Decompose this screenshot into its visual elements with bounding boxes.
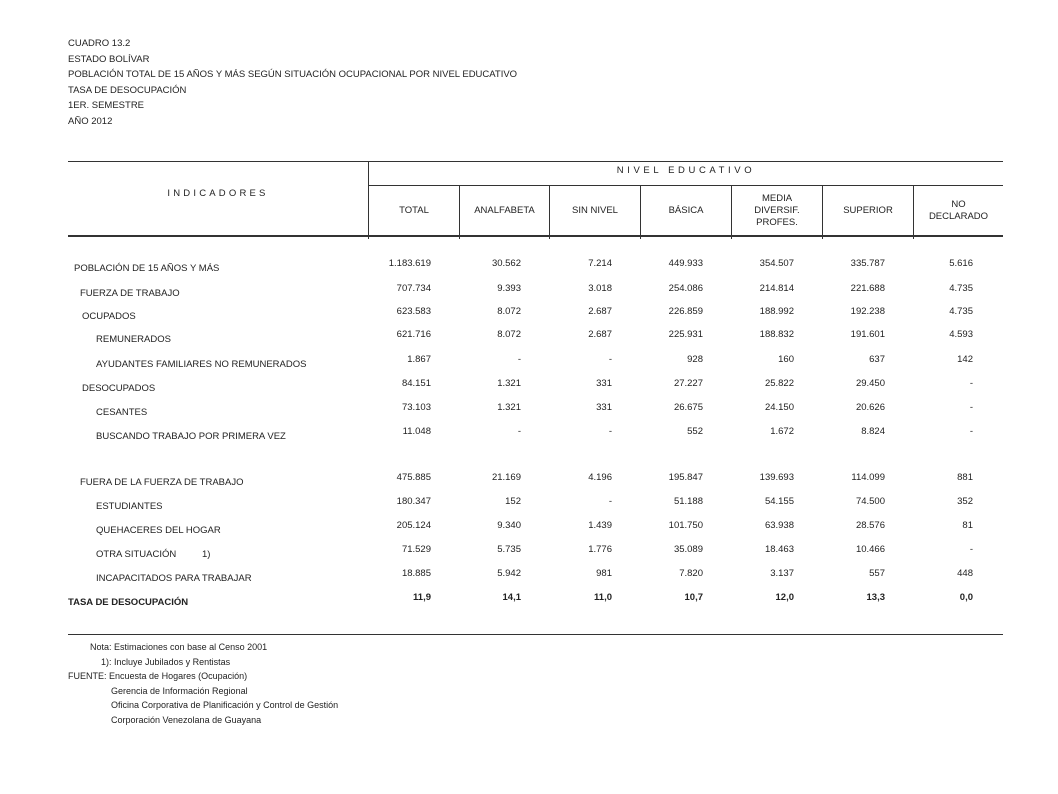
- cell-value: 621.716: [396, 329, 431, 340]
- table-row: [68, 258, 1003, 278]
- cell-value: 7.820: [679, 568, 703, 579]
- cell-value: 1.867: [407, 354, 431, 365]
- cell-value: 188.832: [759, 329, 794, 340]
- table-row: [68, 592, 1003, 612]
- cell-value: 4.593: [949, 329, 973, 340]
- cell-value: 623.583: [396, 306, 431, 317]
- cell-value: 254.086: [668, 283, 703, 294]
- cell-value: 74.500: [855, 496, 885, 507]
- cell-value: 9.393: [497, 283, 521, 294]
- cell-value: 14,1: [502, 592, 521, 603]
- cell-value: 221.688: [850, 283, 885, 294]
- table-row: [68, 354, 1003, 374]
- row-label: OCUPADOS: [82, 311, 136, 322]
- table-bottom-rule: [68, 634, 1003, 635]
- cell-value: 928: [687, 354, 703, 365]
- cell-value: 331: [596, 402, 612, 413]
- row-label: OTRA SITUACIÓN: [96, 549, 177, 560]
- cell-value: 881: [957, 472, 973, 483]
- cell-value: 11,0: [594, 592, 612, 603]
- cell-value: 139.693: [759, 472, 794, 483]
- cell-value: 114.099: [851, 472, 885, 483]
- table-row: [68, 496, 1003, 516]
- cell-value: -: [608, 426, 612, 437]
- table-row: [68, 520, 1003, 540]
- source-line: FUENTE: Encuesta de Hogares (Ocupación): [68, 671, 248, 681]
- column-header-total: TOTAL: [399, 205, 429, 216]
- cell-value: 13,3: [866, 592, 885, 603]
- row-label: REMUNERADOS: [96, 334, 171, 345]
- cell-value: 1.321: [497, 378, 521, 389]
- cell-value: 11,9: [413, 592, 431, 603]
- row-label: CESANTES: [96, 407, 148, 418]
- cell-value: 101.750: [668, 520, 703, 531]
- cell-value: 20.626: [855, 402, 885, 413]
- column-header-analfabeta: ANALFABETA: [474, 205, 535, 216]
- table-row: [68, 544, 1003, 564]
- cell-value: 8.072: [497, 306, 521, 317]
- row-label: FUERA DE LA FUERZA DE TRABAJO: [80, 477, 244, 488]
- table-row: [68, 329, 1003, 349]
- cell-value: 160: [778, 354, 794, 365]
- table-row: [68, 378, 1003, 398]
- cell-value: 1.321: [497, 402, 521, 413]
- cell-value: 707.734: [396, 283, 431, 294]
- cell-value: 226.859: [668, 306, 703, 317]
- cell-value: 8.824: [861, 426, 885, 437]
- state-name: ESTADO BOLÍVAR: [68, 53, 150, 65]
- cell-value: 637: [869, 354, 885, 365]
- cell-value: 352: [957, 496, 973, 507]
- footnote-line: 1): Incluye Jubilados y Rentistas: [101, 656, 231, 667]
- cell-value: 552: [687, 426, 703, 437]
- row-label: DESOCUPADOS: [82, 383, 156, 394]
- cell-value: 4.196: [588, 472, 612, 483]
- cell-value: 180.347: [396, 496, 431, 507]
- cell-value: 7.214: [588, 258, 612, 269]
- row-label: QUEHACERES DEL HOGAR: [96, 525, 221, 536]
- note-line: Nota: Estimaciones con base al Censo 2001: [90, 642, 268, 652]
- cell-value: 30.562: [491, 258, 521, 269]
- cell-value: 195.847: [668, 472, 703, 483]
- column-header-basica: BÁSICA: [668, 205, 704, 216]
- cell-value: 1.183.619: [388, 258, 431, 269]
- cell-value: -: [969, 378, 973, 389]
- document-header: [68, 36, 517, 129]
- row-label: POBLACIÓN DE 15 AÑOS Y MÁS: [74, 263, 220, 274]
- cell-value: 2.687: [588, 329, 612, 340]
- cell-value: 5.735: [497, 544, 521, 555]
- table-top-rule: [68, 161, 1003, 162]
- table-row: [68, 472, 1003, 492]
- cell-value: 981: [596, 568, 612, 579]
- cell-value: 335.787: [850, 258, 885, 269]
- cell-value: 191.601: [850, 329, 885, 340]
- column-header-media: MEDIA DIVERSIF. PROFES.: [754, 193, 800, 228]
- cell-value: 21.169: [491, 472, 521, 483]
- cell-value: 225.931: [668, 329, 703, 340]
- year: AÑO 2012: [68, 115, 113, 127]
- cell-value: -: [608, 496, 612, 507]
- cell-value: 51.188: [673, 496, 703, 507]
- table-row: [68, 426, 1003, 446]
- cell-value: 18.463: [764, 544, 794, 555]
- source-line: Gerencia de Información Regional: [111, 685, 248, 696]
- table-number: CUADRO 13.2: [68, 38, 131, 49]
- row-label: TASA DE DESOCUPACIÓN: [68, 597, 189, 608]
- cell-value: 73.103: [401, 402, 431, 413]
- row-label: INCAPACITADOS PARA TRABAJAR: [96, 573, 252, 584]
- cell-value: 331: [596, 378, 612, 389]
- cell-value: 27.227: [673, 378, 703, 389]
- cell-value: 10.466: [855, 544, 885, 555]
- cell-value: 81: [962, 520, 973, 531]
- cell-value: -: [608, 354, 612, 365]
- cell-value: -: [969, 544, 973, 555]
- cell-value: 10,7: [684, 592, 703, 603]
- indicators-header: INDICADORES: [167, 188, 269, 199]
- cell-value: 8.072: [497, 329, 521, 340]
- education-level-header: NIVEL EDUCATIVO: [616, 165, 756, 176]
- cell-value: 9.340: [497, 520, 521, 531]
- footnote-marker: 1): [202, 549, 211, 560]
- cell-value: -: [969, 402, 973, 413]
- row-label: AYUDANTES FAMILIARES NO REMUNERADOS: [96, 359, 307, 370]
- table-row: [68, 306, 1003, 326]
- cell-value: 1.672: [770, 426, 794, 437]
- table-title: POBLACIÓN TOTAL DE 15 AÑOS Y MÁS SEGÚN SITUACIÓN OCUPACIONAL POR NIVEL EDUCATIVO: [68, 69, 518, 80]
- cell-value: 557: [869, 568, 885, 579]
- table-subtitle: TASA DE DESOCUPACIÓN: [68, 84, 187, 96]
- period: 1ER. SEMESTRE: [68, 100, 145, 111]
- cell-value: 5.616: [949, 258, 973, 269]
- cell-value: 18.885: [401, 568, 431, 579]
- cell-value: 475.885: [396, 472, 431, 483]
- cell-value: 63.938: [764, 520, 794, 531]
- cell-value: 54.155: [764, 496, 794, 507]
- row-label: BUSCANDO TRABAJO POR PRIMERA VEZ: [96, 431, 286, 442]
- cell-value: 71.529: [401, 544, 431, 555]
- cell-value: 449.933: [668, 258, 703, 269]
- cell-value: 5.942: [497, 568, 521, 579]
- cell-value: 28.576: [855, 520, 885, 531]
- cell-value: 4.735: [949, 283, 973, 294]
- cell-value: 2.687: [588, 306, 612, 317]
- source-line: Corporación Venezolana de Guayana: [111, 714, 262, 725]
- cell-value: 188.992: [759, 306, 794, 317]
- notes-section: [68, 640, 338, 727]
- cell-value: 84.151: [401, 378, 431, 389]
- cell-value: 354.507: [759, 258, 794, 269]
- column-header-no-declarado: NO DECLARADO: [928, 199, 989, 222]
- cell-value: 152: [505, 496, 521, 507]
- cell-value: 192.238: [850, 306, 885, 317]
- table-row: [68, 402, 1003, 422]
- cell-value: 4.735: [949, 306, 973, 317]
- cell-value: 24.150: [764, 402, 794, 413]
- cell-value: 448: [957, 568, 973, 579]
- source-line: Oficina Corporativa de Planificación y Control de Gestión: [111, 700, 339, 710]
- column-header-superior: SUPERIOR: [843, 205, 893, 216]
- row-label: ESTUDIANTES: [96, 501, 163, 512]
- cell-value: 3.137: [770, 568, 794, 579]
- column-header-sin-nivel: SIN NIVEL: [572, 205, 618, 216]
- cell-value: 25.822: [764, 378, 794, 389]
- cell-value: 1.439: [588, 520, 612, 531]
- cell-value: -: [969, 426, 973, 437]
- cell-value: 205.124: [396, 520, 431, 531]
- cell-value: -: [517, 354, 521, 365]
- cell-value: 26.675: [673, 402, 703, 413]
- table-row: [68, 283, 1003, 303]
- cell-value: 0,0: [959, 592, 973, 603]
- table-row: [68, 568, 1003, 588]
- row-label: FUERZA DE TRABAJO: [80, 288, 180, 299]
- cell-value: 3.018: [588, 283, 612, 294]
- cell-value: 142: [957, 354, 973, 365]
- cell-value: 29.450: [855, 378, 885, 389]
- cell-value: 35.089: [673, 544, 703, 555]
- cell-value: 1.776: [588, 544, 612, 555]
- cell-value: 214.814: [759, 283, 794, 294]
- cell-value: 12,0: [775, 592, 794, 603]
- cell-value: 11.048: [402, 426, 431, 437]
- cell-value: -: [517, 426, 521, 437]
